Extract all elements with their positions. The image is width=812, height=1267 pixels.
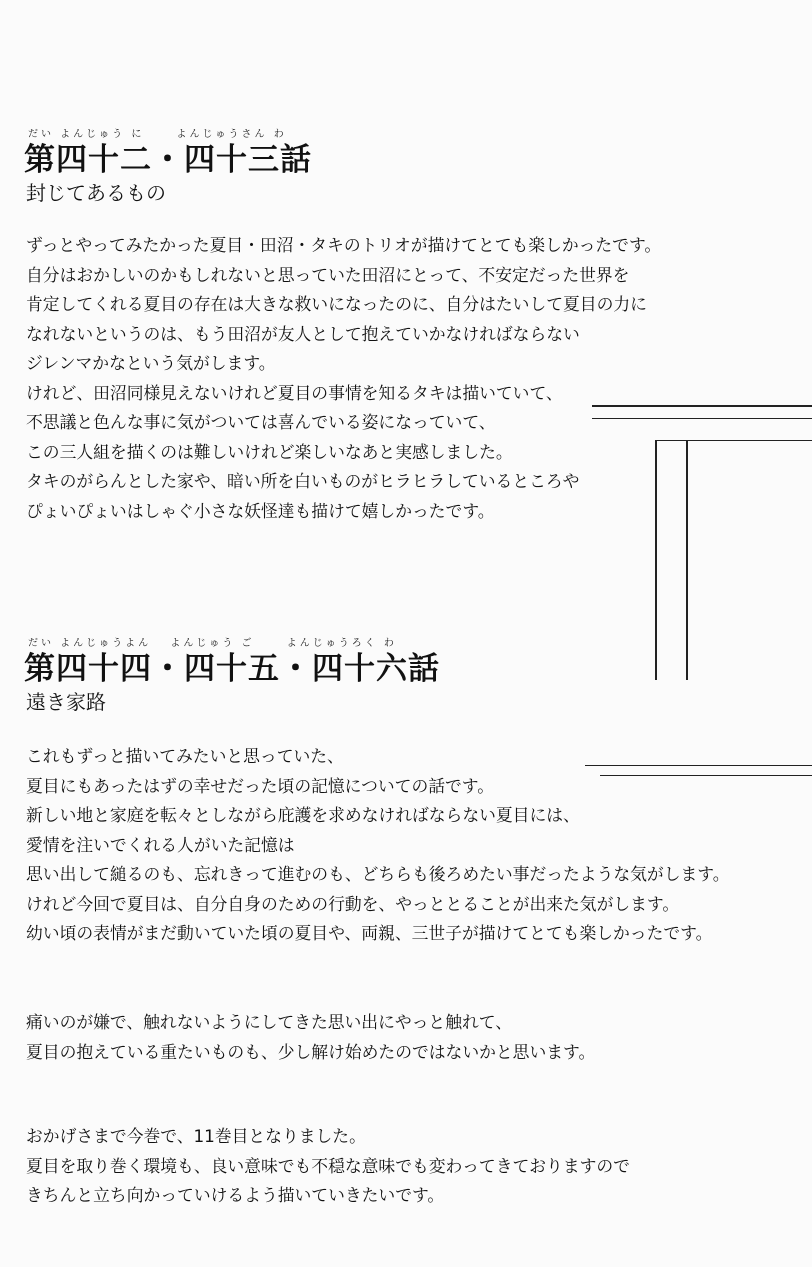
section1-paragraph — [26, 231, 661, 526]
section2-line: 痛いのが嫌で、触れないようにしてきた思い出にやっと触れて、 — [26, 1012, 512, 1032]
section1-line: ジレンマかなという気がします。 — [26, 353, 276, 373]
section2-paragraph-3 — [26, 1122, 630, 1211]
section1-line: 不思議と色んな事に気がついては喜んでいる姿になっていて、 — [26, 412, 496, 432]
section1-line: タキのがらんとした家や、暗い所を白いものがヒラヒラしているところや — [26, 471, 580, 491]
section2-paragraph-2 — [26, 1008, 595, 1067]
section2-subtitle: 遠き家路 — [26, 690, 106, 714]
section1-line: 肯定してくれる夏目の存在は大きな救いになったのに、自分はたいして夏目の力に — [26, 294, 647, 314]
section1-subtitle: 封じてあるもの — [26, 181, 166, 205]
section2-line: けれど今回で夏目は、自分自身のための行動を、やっととることが出来た気がします。 — [26, 893, 680, 914]
section2-heading-ruby: だい よんじゅうよん よんじゅう ご よんじゅうろく わ — [28, 638, 397, 649]
section1-line: けれど、田沼同様見えないけれど夏目の事情を知るタキは描いていて、 — [26, 382, 563, 403]
section2-line: 新しい地と家庭を転々としながら庇護を求めなければならない夏目には、 — [26, 805, 580, 825]
section1-heading-ruby: だい よんじゅう に よんじゅうさん わ — [28, 129, 287, 140]
section2-line: おかげさまで今巻で、11巻目となりました。 — [26, 1126, 366, 1146]
section2-line: 夏目を取り巻く環境も、良い意味でも不穏な意味でも変わってきておりますので — [26, 1155, 630, 1176]
section2-line: 夏目にもあったはずの幸せだった頃の記憶についての話です。 — [26, 775, 495, 796]
section1-line: 自分はおかしいのかもしれないと思っていた田沼にとって、不安定だった世界を — [26, 264, 630, 285]
section2-line: きちんと立ち向かっていけるよう描いていきたいです。 — [26, 1185, 445, 1205]
section1-line: ずっとやってみたかった夏目・田沼・タキのトリオが描けてとても楽しかったです。 — [26, 235, 662, 255]
decor-line-horizontal-inner — [655, 440, 812, 441]
section2-line: これもずっと描いてみたいと思っていた、 — [26, 746, 344, 766]
section1-line: この三人組を描くのは難しいけれど楽しいなあと実感しました。 — [26, 441, 513, 462]
section2-line: 幼い頃の表情がまだ動いていた頃の夏目や、両親、三世子が描けてとても楽しかったです。 — [26, 923, 713, 943]
section2-heading: 第四十四・四十五・四十六話 — [24, 651, 440, 687]
section1-line: なれないというのは、もう田沼が友人として抱えていかなければならない — [26, 323, 580, 344]
section2-line: 思い出して縋るのも、忘れきって進むのも、どちらも後ろめたい事だったような気がします。 — [26, 864, 730, 884]
section2-paragraph-1 — [26, 742, 729, 949]
section2-line: 夏目の抱えている重たいものも、少し解け始めたのではないかと思います。 — [26, 1041, 596, 1062]
decor-line-vertical-right — [686, 440, 688, 680]
section1-heading: 第四十二・四十三話 — [24, 142, 312, 178]
section1-line: ぴょいぴょいはしゃぐ小さな妖怪達も描けて嬉しかったです。 — [26, 500, 495, 521]
section2-line: 愛情を注いでくれる人がいた記憶は — [26, 834, 295, 855]
